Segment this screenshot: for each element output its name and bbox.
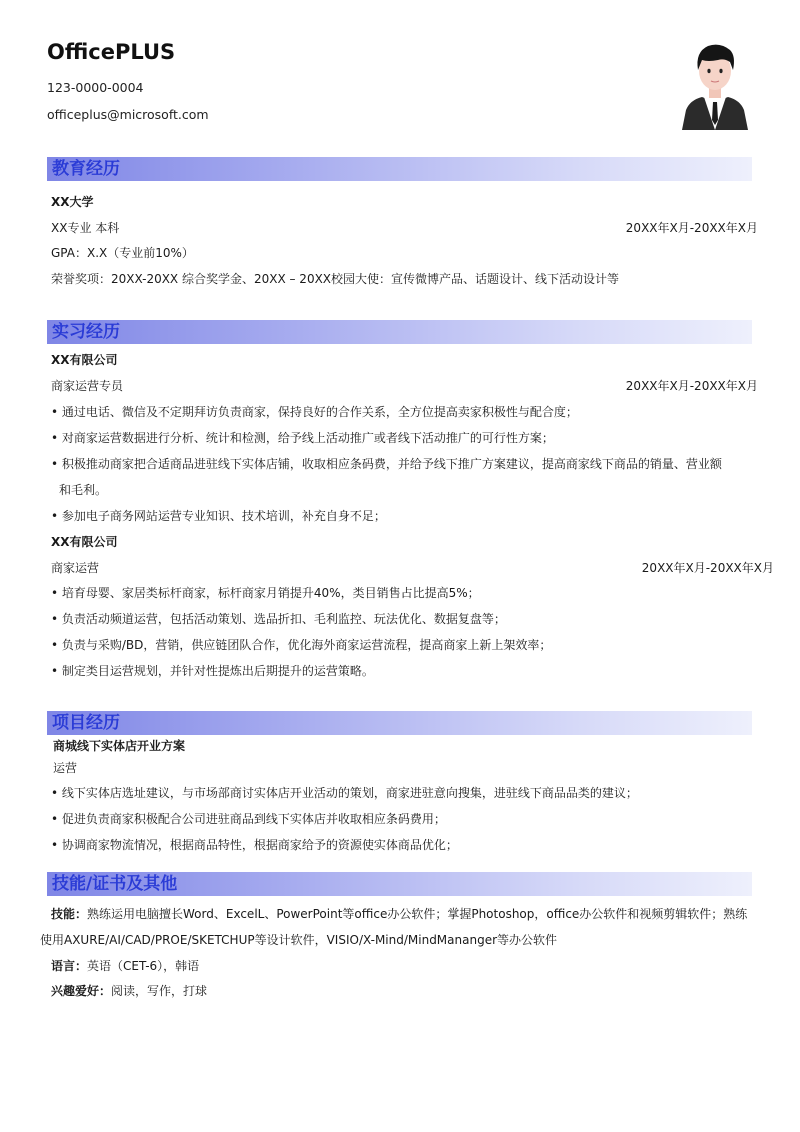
education-dates: 20XX年X月-20XX年X月 xyxy=(625,221,758,235)
candidate-name: OfficePLUS xyxy=(47,40,176,64)
project-role: 运营 xyxy=(53,761,78,775)
skills-line-continuation: 使用AXURE/AI/CAD/PROE/SKETCHUP等设计软件，VISIO/X-Mind/MindMananger等办公软件 xyxy=(40,933,558,947)
email-address: officeplus@microsoft.com xyxy=(47,107,209,122)
avatar-eye-left xyxy=(707,69,710,73)
language-line xyxy=(51,958,199,974)
project-bullet: • 协调商家物流情况，根据商品特性，根据商家给予的资源使实体商品优化； xyxy=(51,838,458,852)
education-honors: 荣誉奖项：20XX-20XX 综合奖学金、20XX – 20XX校园大使：宣传微博产品、话题设计、线下活动设计等 xyxy=(51,272,620,286)
project-section-title: 项目经历 xyxy=(52,713,120,733)
project-bullet: • 线下实体店选址建议，与市场部商讨实体店开业活动的策划，商家进驻意向搜集，进驻线下商品品类的建议； xyxy=(51,786,638,800)
job-1-dates: 20XX年X月-20XX年X月 xyxy=(625,379,758,393)
avatar-eye-right xyxy=(719,69,722,73)
language-label: 语言： xyxy=(51,959,88,973)
skills-line xyxy=(51,906,747,922)
job-1-bullet: • 积极推动商家把合适商品进驻线下实体店铺，收取相应条码费，并给予线下推广方案建议，提高商家线下商品的销量、营业额 xyxy=(51,457,722,471)
education-school: XX大学 xyxy=(51,195,94,209)
job-2-bullet: • 负责活动频道运营，包括活动策划、选品折扣、毛利监控、玩法优化、数据复盘等； xyxy=(51,612,506,626)
internship-section-header xyxy=(47,320,752,344)
skills-text: 熟练运用电脑擅长Word、ExcelL、PowerPoint等office办公软件；掌握Photoshop，office办公软件和视频剪辑软件；熟练 xyxy=(87,907,748,921)
skills-section-header xyxy=(47,872,752,896)
job-1-role: 商家运营专员 xyxy=(51,379,124,393)
job-2-bullet: • 培育母婴、家居类标杆商家，标杆商家月销提升40%，类目销售占比提高5%； xyxy=(51,586,480,600)
job-1-bullet: • 参加电子商务网站运营专业知识、技术培训，补充自身不足； xyxy=(51,509,386,523)
job-1-bullet: • 通过电话、微信及不定期拜访负责商家，保持良好的合作关系，全方位提高卖家积极性与配合度； xyxy=(51,405,578,419)
project-section-header xyxy=(47,711,752,735)
job-1-bullet: • 对商家运营数据进行分析、统计和检测，给予线上活动推广或者线下活动推广的可行性方案； xyxy=(51,431,554,445)
project-name: 商城线下实体店开业方案 xyxy=(53,739,186,753)
hobby-line xyxy=(51,983,207,999)
education-major: XX专业 本科 xyxy=(51,221,120,235)
job-1-company: XX有限公司 xyxy=(51,353,118,367)
avatar xyxy=(680,40,750,130)
phone-number: 123-0000-0004 xyxy=(47,80,144,95)
job-1-bullet-continuation: 和毛利。 xyxy=(59,483,108,497)
job-2-role: 商家运营 xyxy=(51,561,100,575)
education-section-title: 教育经历 xyxy=(52,159,120,179)
education-section-header xyxy=(47,157,752,181)
education-gpa: GPA：X.X（专业前10%） xyxy=(51,246,194,260)
job-2-company: XX有限公司 xyxy=(51,535,118,549)
hobby-label: 兴趣爱好： xyxy=(51,984,112,998)
skills-section-title: 技能/证书及其他 xyxy=(52,874,178,894)
hobby-text: 阅读，写作，打球 xyxy=(111,984,208,998)
job-2-bullet: • 制定类目运营规划，并针对性提炼出后期提升的运营策略。 xyxy=(51,664,374,678)
internship-section-title: 实习经历 xyxy=(52,322,120,342)
job-2-dates: 20XX年X月-20XX年X月 xyxy=(641,561,774,575)
language-text: 英语（CET-6），韩语 xyxy=(87,959,200,973)
job-2-bullet: • 负责与采购/BD，营销，供应链团队合作，优化海外商家运营流程，提高商家上新上架效率； xyxy=(51,638,552,652)
project-bullet: • 促进负责商家积极配合公司进驻商品到线下实体店并收取相应条码费用； xyxy=(51,812,446,826)
skills-label: 技能： xyxy=(51,907,88,921)
